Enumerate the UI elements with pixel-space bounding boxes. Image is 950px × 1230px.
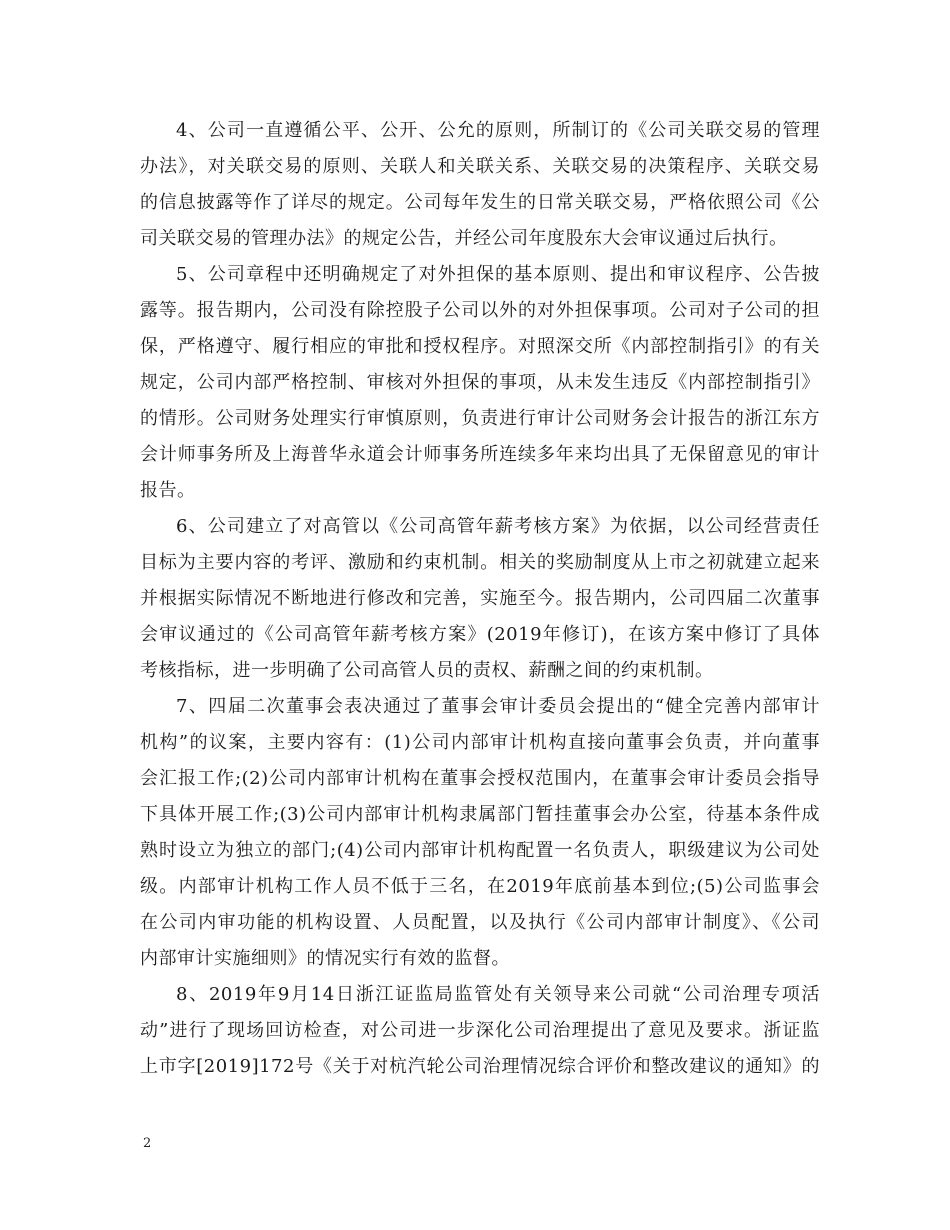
text-line-27: 上市字[2019]172号《关于对杭汽轮公司治理情况综合评价和整改建议的通知》的: [140, 1056, 820, 1077]
text-line-8: 规定，公司内部严格控制、审核对外担保的事项，从未发生违反《内部控制指引》: [140, 372, 820, 393]
text-line-26: 动”进行了现场回访检查，对公司进一步深化公司治理提出了意见及要求。浙证监: [140, 1020, 820, 1041]
text-line-12: 6、公司建立了对高管以《公司高管年薪考核方案》为依据，以公司经营责任: [176, 516, 820, 537]
page-number: 2: [143, 1136, 152, 1151]
text-line-11: 报告。: [140, 480, 196, 501]
text-line-4: 司关联交易的管理办法》的规定公告，并经公司年度股东大会审议通过后执行。: [140, 228, 788, 249]
text-line-23: 在公司内审功能的机构设置、人员配置，以及执行《公司内部审计制度》、《公司: [140, 912, 820, 933]
text-line-24: 内部审计实施细则》的情况实行有效的监督。: [140, 948, 510, 969]
text-line-14: 并根据实际情况不断地进行修改和完善，实施至今。报告期内，公司四届二次董事: [140, 588, 820, 609]
text-line-15: 会审议通过的《公司高管年薪考核方案》(2019年修订)，在该方案中修订了具体: [140, 624, 820, 645]
text-line-17: 7、四届二次董事会表决通过了董事会审计委员会提出的“健全完善内部审计: [176, 696, 820, 717]
text-line-2: 办法》，对关联交易的原则、关联人和关联关系、关联交易的决策程序、关联交易: [140, 156, 820, 177]
text-line-6: 露等。报告期内，公司没有除控股子公司以外的对外担保事项。公司对子公司的担: [140, 300, 820, 321]
text-line-19: 会汇报工作;(2)公司内部审计机构在董事会授权范围内，在董事会审计委员会指导: [140, 768, 820, 789]
text-line-25: 8、2019年9月14日浙江证监局监管处有关领导来公司就“公司治理专项活: [176, 984, 820, 1005]
text-line-18: 机构”的议案，主要内容有：(1)公司内部审计机构直接向董事会负责，并向董事: [140, 732, 820, 753]
text-line-5: 5、公司章程中还明确规定了对外担保的基本原则、提出和审议程序、公告披: [176, 264, 820, 285]
text-line-22: 级。内部审计机构工作人员不低于三名，在2019年底前基本到位;(5)公司监事会: [140, 876, 820, 897]
text-line-3: 的信息披露等作了详尽的规定。公司每年发生的日常关联交易，严格依照公司《公: [140, 192, 820, 213]
text-line-1: 4、公司一直遵循公平、公开、公允的原则，所制订的《公司关联交易的管理: [176, 120, 820, 141]
text-line-20: 下具体开展工作;(3)公司内部审计机构隶属部门暂挂董事会办公室，待基本条件成: [140, 804, 820, 825]
text-line-10: 会计师事务所及上海普华永道会计师事务所连续多年来均出具了无保留意见的审计: [140, 444, 820, 465]
text-line-9: 的情形。公司财务处理实行审慎原则，负责进行审计公司财务会计报告的浙江东方: [140, 408, 820, 429]
text-line-7: 保，严格遵守、履行相应的审批和授权程序。对照深交所《内部控制指引》的有关: [140, 336, 820, 357]
text-line-13: 目标为主要内容的考评、激励和约束机制。相关的奖励制度从上市之初就建立起来: [140, 552, 820, 573]
text-line-16: 考核指标，进一步明确了公司高管人员的责权、薪酬之间的约束机制。: [140, 660, 714, 681]
text-line-21: 熟时设立为独立的部门;(4)公司内部审计机构配置一名负责人，职级建议为公司处: [140, 840, 820, 861]
